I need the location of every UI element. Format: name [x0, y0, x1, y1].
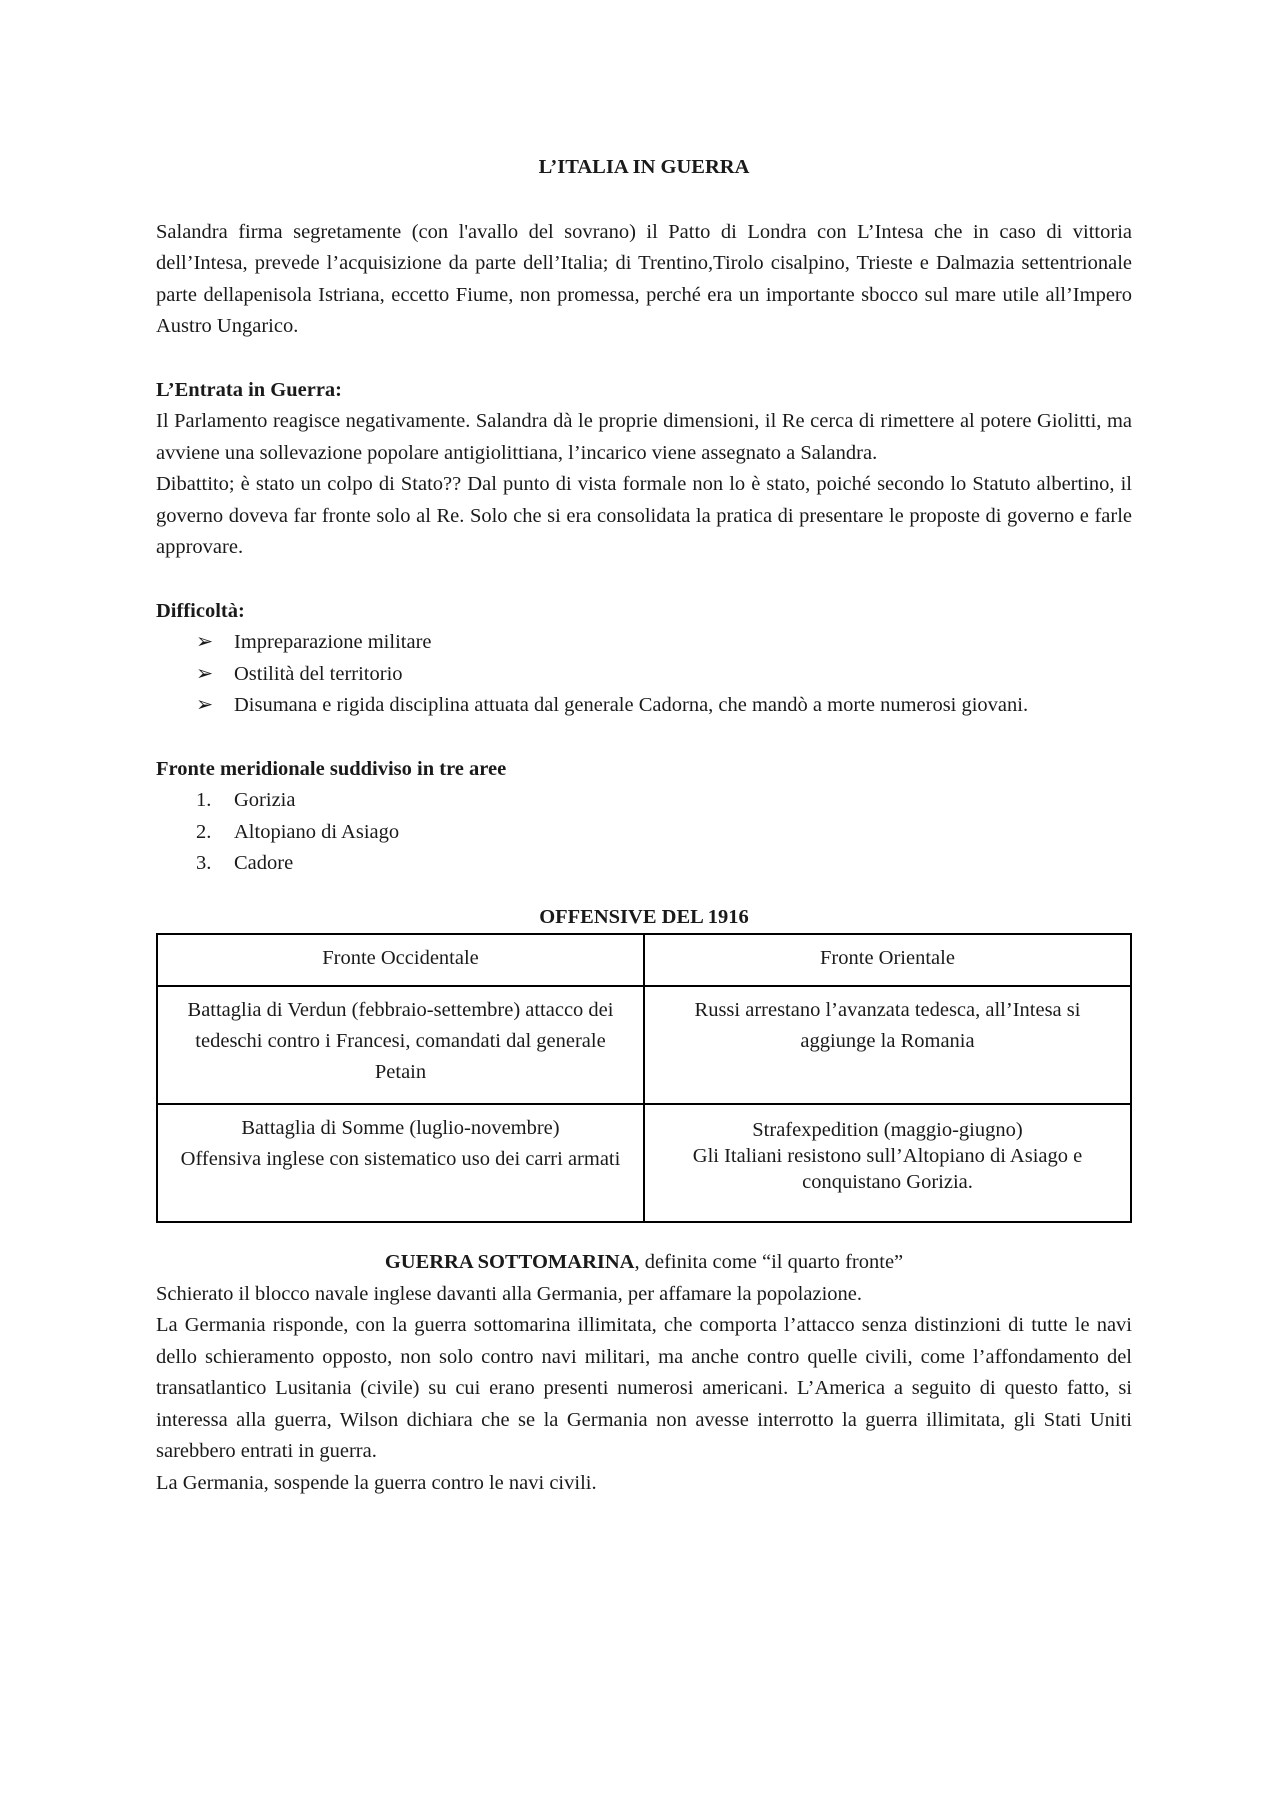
arrow-bullet-icon: ➢ — [196, 662, 214, 685]
arrow-bullet-icon: ➢ — [196, 631, 214, 653]
table-cell-line: Russi arrestano l’avanzata tedesca, all’Intesa si aggiunge la Romania — [694, 999, 1081, 1052]
table-row — [157, 986, 1131, 1104]
fronte-heading: Fronte meridionale suddiviso in tre aree — [156, 757, 507, 780]
sottomarina-title — [156, 1247, 1132, 1279]
entrata-heading: L’Entrata in Guerra: — [156, 378, 343, 401]
table-header-cell: Fronte Occidentale — [157, 934, 644, 986]
offensive-table — [156, 933, 1132, 1223]
list-number: 3. — [196, 852, 212, 874]
table-cell-line: Offensiva inglese con sistematico uso dei carri armati — [180, 1148, 621, 1170]
list-item — [156, 785, 1132, 817]
spacer — [156, 343, 1132, 375]
sottomarina-title-bold: GUERRA SOTTOMARINA — [384, 1251, 635, 1273]
list-item-text: Cadore — [234, 852, 294, 874]
intro-paragraph: Salandra firma segretamente (con l'avallo del sovrano) il Patto di Londra con L’Intesa che in caso di vittoria dell’Intesa, prevede l’acquisizione da parte dell’Italia; di Trentino,Tirolo cisalpino, Trieste e Dalmazia settentrionale parte dellapenisola Istriana, eccetto Fiume, non promessa, perché era un importante sbocco sul mare utile all’Impero Austro Ungarico. — [156, 220, 1132, 337]
table-cell — [644, 986, 1131, 1104]
table-cell-line: Gli Italiani resistono sull’Altopiano di Asiago e conquistano Gorizia. — [692, 1145, 1083, 1193]
list-item-text: Altopiano di Asiago — [234, 820, 400, 843]
entrata-paragraph-1: Il Parlamento reagisce negativamente. Salandra dà le proprie dimensioni, il Re cerca di rimettere al potere Giolitti, ma avviene una sollevazione popolare antigiolittiana, l’incarico viene assegnato a Salandra. — [156, 410, 1132, 464]
list-number: 2. — [196, 820, 212, 843]
difficolta-heading: Difficoltà: — [156, 599, 245, 622]
list-item-text: Impreparazione militare — [234, 631, 432, 653]
arrow-bullet-icon: ➢ — [196, 694, 214, 716]
table-row — [157, 1104, 1131, 1222]
table-header-row — [157, 934, 1131, 986]
list-item — [156, 627, 1132, 659]
table-cell-line: Strafexpedition (maggio-giugno) — [752, 1119, 1023, 1141]
list-item-text: Gorizia — [234, 789, 296, 811]
table-header-cell: Fronte Orientale — [644, 934, 1131, 986]
spacer — [156, 564, 1132, 596]
list-item — [156, 848, 1132, 880]
list-item — [156, 659, 1132, 691]
sottomarina-title-rest: , definita come “il quarto fronte” — [634, 1251, 904, 1273]
table-cell-line: Battaglia di Verdun (febbraio-settembre) attacco dei tedeschi contro i Francesi, comandati dal generale Petain — [187, 999, 614, 1083]
sottomarina-paragraph-3: La Germania, sospende la guerra contro le navi civili. — [156, 1471, 597, 1494]
list-item — [156, 690, 1132, 722]
sottomarina-paragraph-2: La Germania risponde, con la guerra sottomarina illimitata, che comporta l’attacco senza distinzioni di tutte le navi dello schieramento opposto, non solo contro navi militari, ma anche contro quelle civili, come l’affondamento del transatlantico Lusitania (civile) su cui erano presenti numerosi americani. L’America a seguito di questo fatto, si interessa alla guerra, Wilson dichiara che se la Germania non avesse interrotto la guerra illimitata, gli Stati Uniti sarebbero entrati in guerra. — [156, 1314, 1132, 1462]
table-cell — [644, 1104, 1131, 1222]
table-cell — [157, 986, 644, 1104]
list-item-text: Ostilità del territorio — [234, 662, 403, 685]
list-item-text: Disumana e rigida disciplina attuata dal generale Cadorna, che mandò a morte numerosi giovani. — [234, 694, 1029, 716]
difficolta-list — [156, 627, 1132, 722]
page-title: L’ITALIA IN GUERRA — [538, 156, 750, 178]
table-cell — [157, 1104, 644, 1222]
table-cell-line: Battaglia di Somme (luglio-novembre) — [241, 1117, 560, 1139]
spacer — [156, 722, 1132, 754]
fronte-list — [156, 785, 1132, 880]
sottomarina-paragraph-1: Schierato il blocco navale inglese davanti alla Germania, per affamare la popolazione. — [156, 1282, 862, 1305]
list-number: 1. — [196, 789, 212, 811]
offensive-table-title: OFFENSIVE DEL 1916 — [539, 905, 749, 928]
entrata-paragraph-2: Dibattito; è stato un colpo di Stato?? Dal punto di vista formale non lo è stato, poiché secondo lo Statuto albertino, il governo doveva far fronte solo al Re. Solo che si era consolidata la pratica di presentare le proposte di governo e farle approvare. — [156, 473, 1132, 558]
list-item — [156, 817, 1132, 849]
